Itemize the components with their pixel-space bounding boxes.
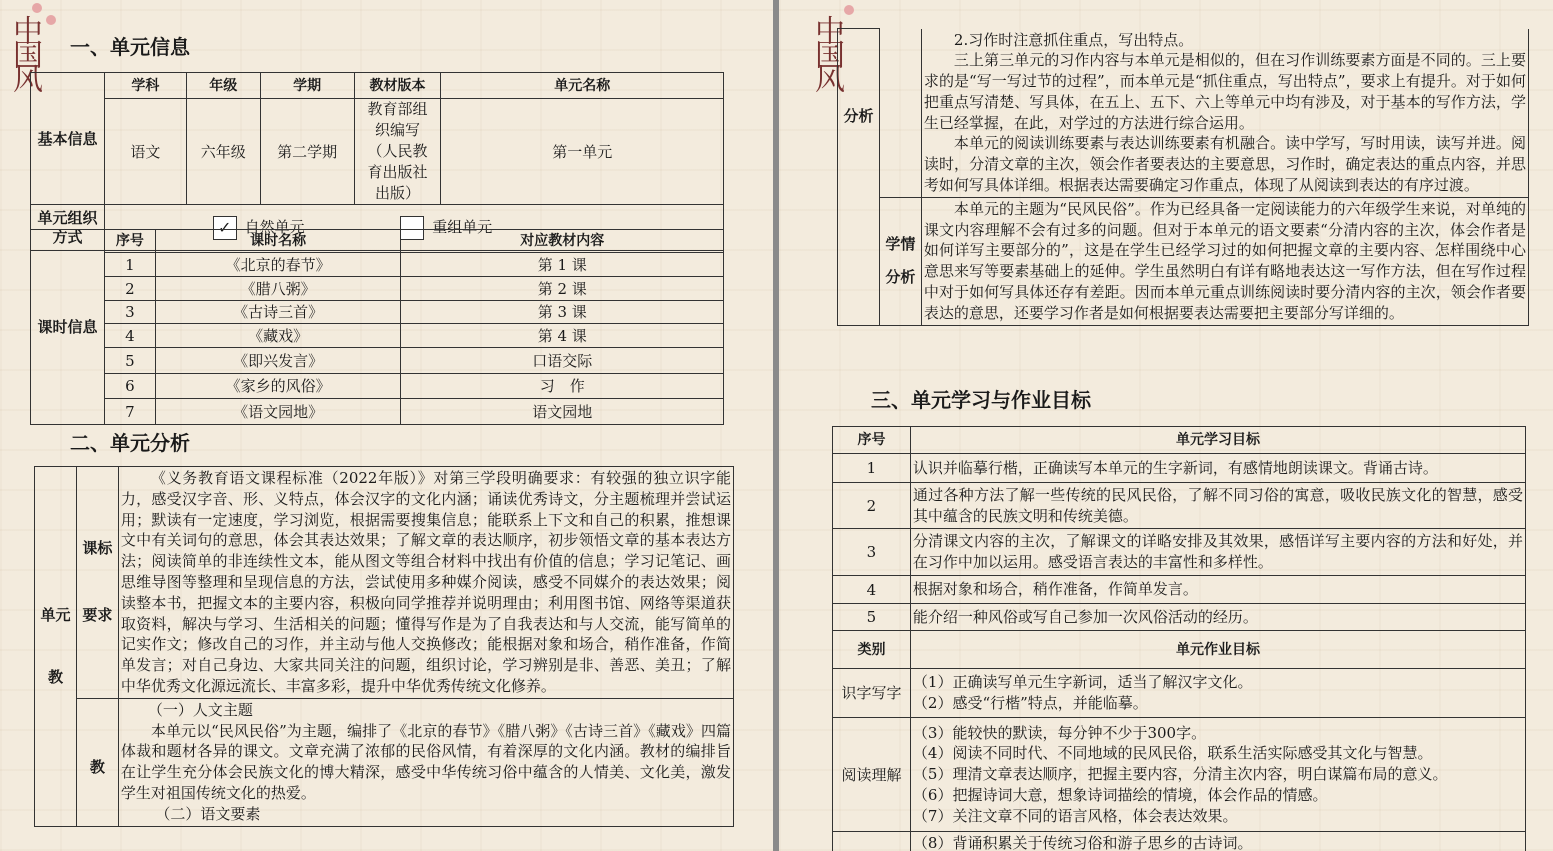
natural-unit-label: 自然单元 [244,217,305,236]
value-term: 第二学期 [260,99,354,205]
header-subject: 学科 [104,73,186,99]
table-row: 1 认识并临摹行楷，正确读写本单元的生字新词，有感情地朗读课文。背诵古诗。 [833,454,1526,483]
section-title-unit-info: 一、单元信息 [70,35,190,59]
basic-info-label: 基本信息 [31,73,105,205]
table-row: 7 《语文园地》 语文园地 [31,399,724,425]
lesson-table [30,229,724,425]
unit-info-table [30,72,724,251]
learner-analysis-text: 本单元的主题为“民风民俗”。作为已经具备一定阅读能力的六年级学生来说，对单纯的课文内容理解不会有过多的问题。但对于本单元的语文要素“分清内容的主次，体会作者是如何详写主要部分的”，这是在学生已经学习过的如何把握文章的主要内容、怎样围绕中心意思来写等要素基础上的延伸。学生虽然明白有详有略地表达这一写作方法，但在写作过程中对于如何写具体还存有差距。因而本单元重点训练阅读时要分清内容的主次，领会作者要表达的意思，还要学习作者是如何根据要表达需要把主要部分写详细的。 [921,197,1528,325]
textbook-text-continued: 2.习作时注意抓住重点，写出特点。 三上第三单元的习作内容与本单元是相似的，但在习作训练要素方面是不同的。三上要求的是“写一写过节的过程”，而本单元是“抓住重点，写出特点”，要求上有提升。对于如何把重点写清楚、写具体，在五上、五下、六上等单元中均有涉及，对于基本的写作方法，学生已经掌握，在此，对学过的方法进行综合运用。 本单元的阅读训练要素与表达训练要素有机融合。读中学写，写时用读，读写并进。阅读时，分清文章的主次，领会作者要表达的主要意思，习作时，确定表达的重点内容，并思考如何写具体详细。根据表达需要确定习作重点，体现了从阅读到表达的有序过渡。 [921,29,1528,198]
header-grade: 年级 [186,73,260,99]
analysis-label: 分析 [838,29,880,326]
table-row: 3 《古诗三首》 第 3 课 [31,301,724,324]
lesson-header-content: 对应教材内容 [401,230,724,253]
value-unit-name: 第一单元 [441,99,724,205]
header-edition: 教材版本 [354,73,441,99]
header-term: 学期 [260,73,354,99]
lesson-header-name: 课时名称 [155,230,401,253]
left-page [0,0,773,851]
value-subject: 语文 [104,99,186,205]
table-row: 5 能介绍一种风俗或写自己参加一次风俗活动的经历。 [833,604,1526,631]
table-row: 阅读理解 （3）能较快的默读，每分钟不少于300字。 （4）阅读不同时代、不同地域的民风民俗，联系生活实际感受其文化与智慧。 （5）理清文章表达顺序，把握主要内容，分清主次内容，明白谋篇布局的意义。 （6）把握诗词大意，想象诗词描绘的情境，体会作品的情感。 （7）关注文章不同的语言风格，体会表达效果。 [833,718,1526,832]
header-unit-name: 单元名称 [441,73,724,99]
goal-header-no: 序号 [833,427,911,454]
section-title-goals: 三、单元学习与作业目标 [871,388,1091,412]
table-row: 1 《北京的春节》 第 1 课 [31,253,724,277]
table-row: 识字写字 （1）正确读写单元生字新词，适当了解汉字文化。 （2）感受“行楷”特点，并能临摹。 [833,669,1526,718]
table-row: 4 根据对象和场合，稍作准备，作简单发言。 [833,576,1526,604]
analysis-continued-table [837,28,1529,326]
table-row: （8）背诵积累关于传统习俗和游子思乡的古诗词。 [833,832,1526,851]
value-edition: 教育部组织编写（人民教育出版社出版） [354,99,441,205]
table-row: 3 分清课文内容的主次，了解课文的详略安排及其效果，感悟详写主要内容的方法和好处，并在习作中加以运用。感受语言表达的丰富性和多样性。 [833,529,1526,576]
lesson-header-no: 序号 [104,230,155,253]
right-page [779,0,1553,851]
standard-label: 课标要求 [76,467,118,699]
table-row: 6 《家乡的风俗》 习 作 [31,374,724,399]
table-row: 4 《藏戏》 第 4 课 [31,324,724,348]
org-label: 单元组织方式 [31,205,105,251]
regroup-unit-label: 重组单元 [432,217,493,236]
analysis-outer-label: 单元教 [35,467,77,827]
textbook-text: （一）人文主题 本单元以“民风民俗”为主题，编排了《北京的春节》《腊八粥》《古诗三首》《藏戏》四篇体裁和题材各异的课文。文章充满了浓郁的民俗风情，有着深厚的文化内涵。教材的编排旨在让学生充分体会民族文化的博大精深，感受中华传统习俗中蕴含的人情美、文化美，激发学生对祖国传统文化的热爱。 （二）语文要素 [118,698,733,826]
section-title-unit-analysis: 二、单元分析 [70,431,190,455]
table-row: 2 通过各种方法了解一些传统的民风民俗，了解不同习俗的寓意，吸收民族文化的智慧，感受其中蕴含的民族文明和传统美德。 [833,483,1526,529]
natural-unit-checkbox[interactable]: ✓ [213,216,237,240]
learner-analysis-label: 学情分析 [879,197,921,325]
value-grade: 六年级 [186,99,260,205]
goal-header-target: 单元学习目标 [910,427,1525,454]
goals-table [832,426,1526,851]
table-row: 5 《即兴发言》 口语交际 [31,348,724,374]
hw-header-target: 单元作业目标 [910,631,1525,669]
table-row: 2 《腊八粥》 第 2 课 [31,277,724,301]
textbook-label: 教 [76,698,118,826]
lesson-info-label: 课时信息 [31,230,105,425]
logo-text: 中国风 [7,15,42,87]
logo-text: 中国风 [809,15,844,87]
analysis-table [34,466,734,827]
standard-text: 《义务教育语文课程标准（2022年版）》对第三学段明确要求：有较强的独立识字能力，感受汉字音、形、义特点，体会汉字的文化内涵；诵读优秀诗文，分主题梳理并尝试运用；默读有一定速度，学习浏览，根据需要搜集信息；能联系上下文和自己的积累，推想课文中有关词句的意思，体会其表达效果；了解文章的表达顺序，初步领悟文章的基本表达方法；阅读简单的非连续性文本，能从图文等组合材料中找出有价值的信息；学习记笔记、画思维导图等整理和呈现信息的方法，尝试使用多种媒介阅读，感受不同媒介的表达效果；阅读整本书，把握文本的主要内容，积极向同学推荐并说明理由；利用图书馆、网络等渠道获取资料，解决与学习、生活相关的问题；懂得写作是为了自我表达和与人交流，能写简单的记实作文；修改自己的习作，并主动与他人交换修改；能根据对象和场合，稍作准备，作简单发言；对自己身边、大家共同关注的问题，组织讨论，学习辨别是非、善恶、美丑；了解中华优秀文化源远流长、丰富多彩，提升中华优秀传统文化修养。 [118,467,733,699]
hw-header-category: 类别 [833,631,911,669]
